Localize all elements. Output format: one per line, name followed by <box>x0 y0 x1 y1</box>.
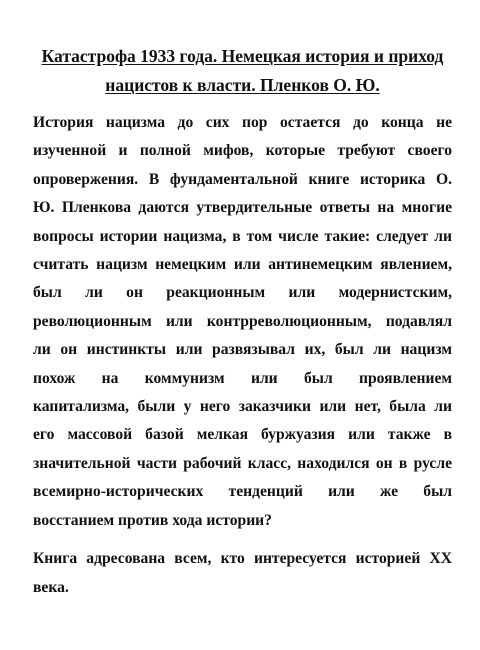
text-line: История нацизма до сих пор остается до конца не <box>33 114 452 131</box>
text-line: Книга адресована всем, кто интересуется историей XX <box>33 550 452 568</box>
text-line: похож на коммунизм или был проявлением <box>33 369 452 387</box>
text-line: ли он инстинкты или развязывал их, был ли нацизм <box>33 341 452 359</box>
text-line: опровержения. В фундаментальной книге историка О. <box>33 170 452 188</box>
text-line: века. <box>33 578 69 596</box>
text-line: изученной и полной мифов, которые требуют своего <box>33 142 452 160</box>
title-line: Катастрофа 1933 года. Немецкая история и приход <box>41 46 444 66</box>
text-line: Ю. Пленкова даются утвердительные ответы на многие <box>33 199 452 217</box>
text-line: значительной части рабочий класс, находился он в русле <box>33 454 452 472</box>
text-line: вопросы истории нацизма, в том числе такие: следует ли <box>33 227 452 245</box>
audience-paragraph <box>33 545 452 602</box>
text-line: его массовой базой мелкая буржуазия или также в <box>33 426 452 444</box>
text-line: революционным или контрреволюционным, подавлял <box>33 312 452 330</box>
text-line: считать нацизм немецким или антинемецким явлением, <box>33 256 452 274</box>
document-title <box>33 42 452 100</box>
description-paragraph <box>33 109 452 535</box>
title-line: нацистов к власти. Пленков О. Ю. <box>105 75 380 95</box>
text-line: капитализма, были у него заказчики или нет, была ли <box>33 398 452 416</box>
text-line: всемирно-исторических тенденций или же был <box>33 483 452 501</box>
text-line: был ли он реакционным или модернистским, <box>33 284 452 302</box>
text-line: восстанием против хода истории? <box>33 511 272 529</box>
